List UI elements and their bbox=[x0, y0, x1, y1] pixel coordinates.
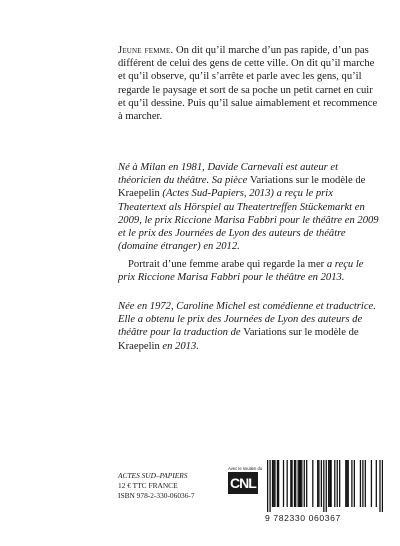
barcode-bar bbox=[283, 460, 284, 507]
portrait-title: Portrait d’une femme arabe qui regarde la mer bbox=[128, 259, 325, 270]
barcode-bar bbox=[323, 460, 324, 512]
author-bio-part-3: (Actes Sud-Papiers, 2013) a reçu le prix Theatertext als Hörspiel au Theatertreffen Stückemarkt en 2009, le prix Riccione Marisa Fabbri pour le théâtre en 2009 et le prix des Journées de Lyon des auteurs de théâtre (domaine étranger) en 2012. bbox=[118, 188, 379, 253]
barcode-bar bbox=[330, 460, 331, 507]
barcode-bar bbox=[339, 460, 340, 507]
translator-bio-play-title: Variations sur le modèle de Kraepelin bbox=[118, 327, 359, 352]
barcode-bar bbox=[351, 460, 352, 507]
barcode-bar bbox=[329, 460, 330, 507]
barcode-bar bbox=[328, 460, 329, 507]
barcode-bar bbox=[269, 460, 270, 512]
barcode-bar bbox=[306, 460, 307, 507]
barcode-bar bbox=[337, 460, 338, 507]
barcode-bar bbox=[321, 460, 322, 507]
barcode-bar bbox=[317, 460, 318, 507]
barcode-bar bbox=[267, 460, 268, 512]
barcode-bar bbox=[273, 460, 274, 507]
barcode-bar bbox=[291, 460, 292, 507]
cnl-logo-text: CNL bbox=[230, 475, 256, 491]
barcode-bar bbox=[294, 460, 295, 507]
barcode-bar bbox=[354, 460, 355, 507]
barcode-bar bbox=[376, 460, 377, 507]
barcode-bar bbox=[290, 460, 291, 507]
barcode-bar bbox=[277, 460, 278, 507]
author-biography bbox=[118, 161, 380, 253]
author-bio-play-title: Variations sur le modèle de Kraepelin bbox=[118, 175, 366, 200]
barcode-bar bbox=[334, 460, 335, 507]
barcode-bar bbox=[371, 460, 372, 507]
summary-lead: Jeune femme. bbox=[118, 45, 174, 56]
portrait-award-paragraph bbox=[118, 258, 380, 284]
barcode-bar bbox=[300, 460, 301, 507]
barcode-bar bbox=[304, 460, 305, 507]
barcode-bar bbox=[301, 460, 302, 507]
translator-biography bbox=[118, 300, 380, 353]
barcode-bar bbox=[299, 460, 300, 507]
isbn-text: ISBN 978-2-330-06036-7 bbox=[118, 491, 195, 500]
barcode-icon bbox=[267, 460, 383, 512]
barcode-bar bbox=[295, 460, 296, 507]
summary-text: On dit qu’il marche d’un pas rapide, d’un pas différent de celui des gens de cette ville. On dit qu’il marche et qu’il observe, qu’il s’arrête et parle avec les gens, qu’il regarde le paysage et sort de sa poche un petit carnet en cuir et qu’il dessine. Puis qu’il salue aimablement et recommence à marcher. bbox=[118, 45, 378, 123]
price-text: 12 € TTC FRANCE bbox=[118, 481, 178, 490]
barcode-bar bbox=[318, 460, 319, 507]
barcode-bar bbox=[312, 460, 313, 507]
cnl-support-block bbox=[228, 466, 264, 494]
publisher-name: ACTES SUD–PAPIERS bbox=[118, 471, 188, 480]
summary-paragraph bbox=[118, 44, 380, 123]
translator-bio-part-3: en 2013. bbox=[159, 340, 199, 352]
barcode-digits: 9 782330 060367 bbox=[265, 513, 341, 523]
cnl-caption: Avec le soutien du bbox=[228, 466, 263, 471]
barcode-bar bbox=[379, 460, 380, 512]
barcode-bar bbox=[298, 460, 299, 507]
barcode-bar bbox=[287, 460, 288, 507]
translator-bio-part-1: Née en 1972, Caroline Michel est comédienne et traductrice. Elle a obtenu le prix des Journées de Lyon des auteurs de théâtre pour la traduction de bbox=[118, 301, 376, 339]
barcode-bar bbox=[326, 460, 327, 512]
barcode-bar bbox=[360, 460, 361, 507]
author-bio-part-1: Né à Milan en 1981, Davide Carnevali est auteur et théoricien du théâtre. Sa pièce bbox=[118, 162, 339, 187]
publisher-info bbox=[118, 471, 195, 501]
barcode-bar bbox=[278, 460, 279, 507]
barcode-bar bbox=[345, 460, 346, 507]
barcode-bar bbox=[382, 460, 383, 512]
barcode-bar bbox=[274, 460, 275, 507]
barcode-bar bbox=[362, 460, 363, 507]
portrait-award-text: a reçu le prix Riccione Marisa Fabbri pour le théâtre en 2013. bbox=[118, 259, 364, 284]
cnl-logo bbox=[228, 472, 258, 494]
barcode-bar bbox=[348, 460, 349, 507]
barcode-bar bbox=[365, 460, 366, 507]
barcode-bar bbox=[346, 460, 347, 507]
barcode-bar bbox=[272, 460, 273, 507]
